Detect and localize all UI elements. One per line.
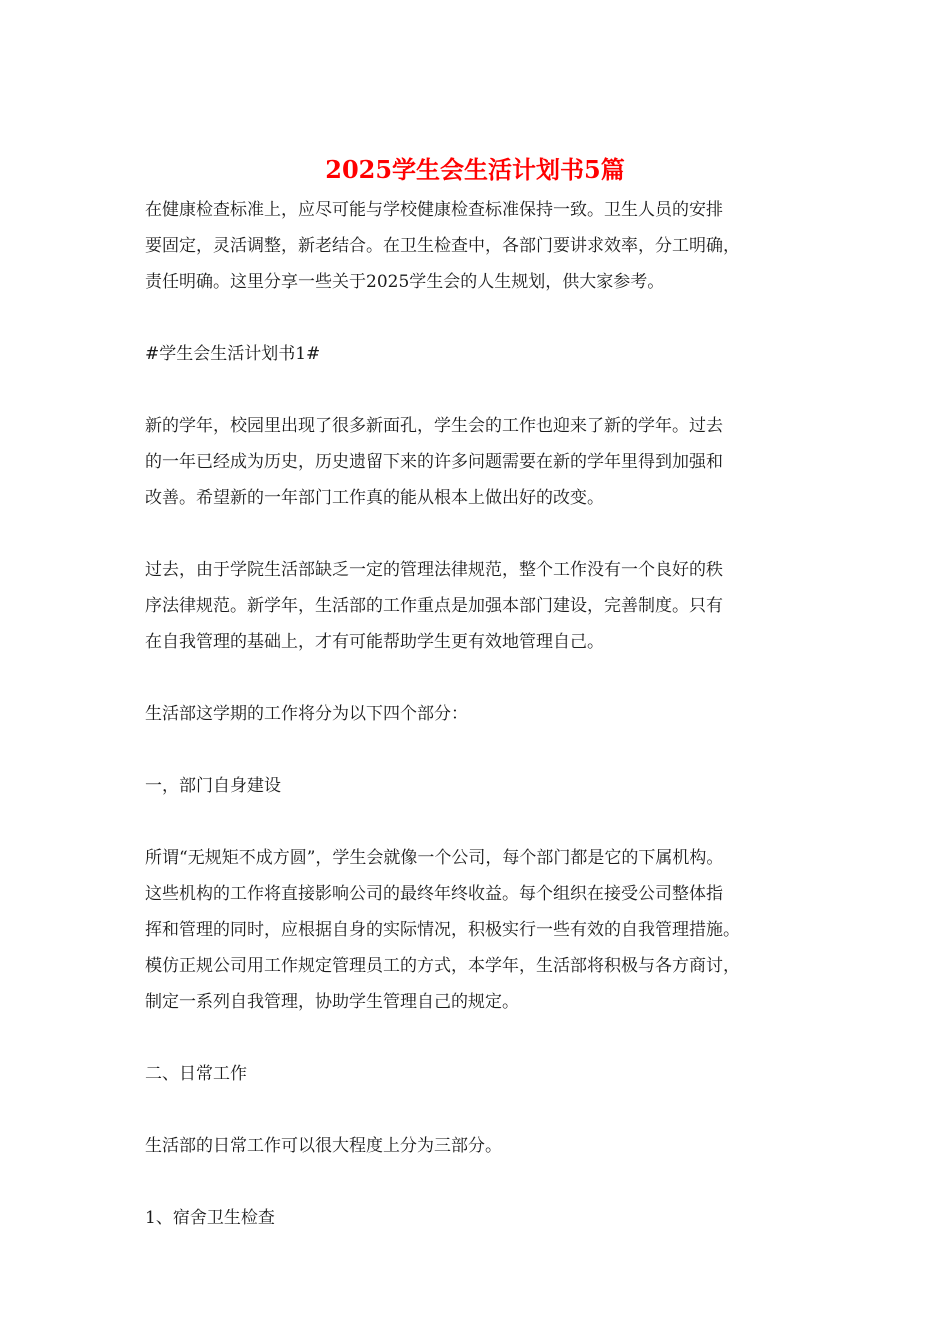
paragraph-line: 这些机构的工作将直接影响公司的最终年终收益。每个组织在接受公司整体指 [145, 884, 723, 904]
paragraph-line: 模仿正规公司用工作规定管理员工的方式，本学年，生活部将积极与各方商讨， [145, 956, 740, 976]
paragraph-line: 二、日常工作 [145, 1064, 247, 1084]
document-title: 2025学生会生活计划书5篇 [325, 155, 625, 184]
paragraph-line: 的一年已经成为历史，历史遗留下来的许多问题需要在新的学年里得到加强和 [145, 452, 723, 472]
paragraph-line: 一，部门自身建设 [145, 776, 281, 796]
paragraph-line: 所谓“无规矩不成方圆”，学生会就像一个公司，每个部门都是它的下属机构。 [145, 848, 724, 868]
paragraph [145, 192, 807, 300]
paragraph-line: 挥和管理的同时，应根据自身的实际情况，积极实行一些有效的自我管理措施。 [145, 920, 740, 940]
document-body [145, 192, 807, 1236]
paragraph-line: #学生会生活计划书1# [145, 344, 321, 364]
paragraph [145, 696, 807, 732]
paragraph [145, 552, 807, 660]
paragraph-line: 生活部这学期的工作将分为以下四个部分： [145, 704, 468, 724]
paragraph-line: 改善。希望新的一年部门工作真的能从根本上做出好的改变。 [145, 488, 604, 508]
paragraph-line: 过去，由于学院生活部缺乏一定的管理法律规范，整个工作没有一个良好的秩 [145, 560, 723, 580]
paragraph-line: 生活部的日常工作可以很大程度上分为三部分。 [145, 1136, 502, 1156]
paragraph-line: 在健康检查标准上，应尽可能与学校健康检查标准保持一致。卫生人员的安排 [145, 200, 723, 220]
paragraph-line: 序法律规范。新学年，生活部的工作重点是加强本部门建设，完善制度。只有 [145, 596, 723, 616]
paragraph-line: 要固定，灵活调整，新老结合。在卫生检查中，各部门要讲求效率，分工明确， [145, 236, 740, 256]
paragraph-line: 责任明确。这里分享一些关于2025学生会的人生规划，供大家参考。 [145, 272, 665, 292]
paragraph [145, 768, 807, 804]
paragraph [145, 408, 807, 516]
paragraph-line: 1、宿舍卫生检查 [145, 1208, 275, 1228]
paragraph-line: 新的学年，校园里出现了很多新面孔，学生会的工作也迎来了新的学年。过去 [145, 416, 723, 436]
paragraph [145, 840, 807, 1020]
paragraph [145, 1056, 807, 1092]
paragraph [145, 1128, 807, 1164]
paragraph [145, 336, 807, 372]
paragraph-line: 制定一系列自我管理，协助学生管理自己的规定。 [145, 992, 519, 1012]
paragraph [145, 1200, 807, 1236]
paragraph-line: 在自我管理的基础上，才有可能帮助学生更有效地管理自己。 [145, 632, 604, 652]
